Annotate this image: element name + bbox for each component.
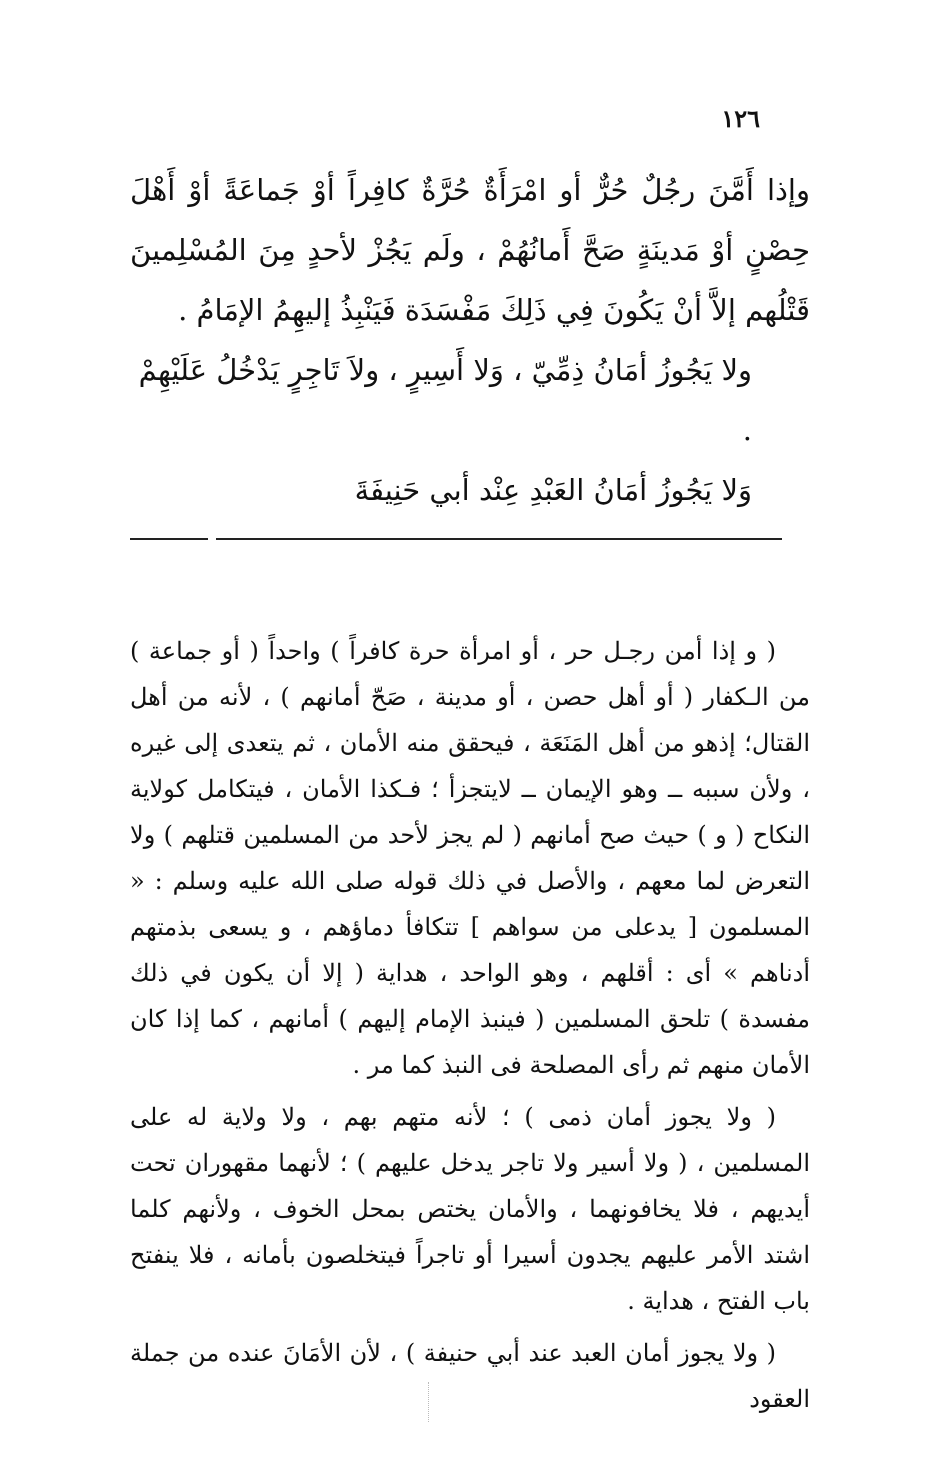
matn-paragraph-3: وَلا يَجُوزُ أمَانُ العَبْدِ عِنْد أبي حَنِيفَةَ [354,473,752,507]
commentary-block [130,628,810,1428]
section-divider [130,538,782,540]
scan-artifact [428,1382,433,1422]
commentary-paragraph-3: ( ولا يجوز أمان العبد عند أبي حنيفة ) ، لأن الأمَانَ عنده من جملة العقود [130,1339,810,1413]
main-text-block [130,160,810,520]
page-number: ١٢٦ [721,104,760,133]
divider-break [208,536,216,542]
matn-paragraph-1: وإذا أَمَّنَ رجُلٌ حُرٌّ أو امْرَأَةٌ حُرَّةٌ كافِراً أوْ جَماعَةً أوْ أَهْلَ حِصْنٍ أوْ مَدينَةٍ صَحَّ أَمانُهُمْ ، ولَم يَجُزْ لأحدٍ مِنَ المُسْلِمينَ قَتْلُهم إلاَّ أنْ يَكُونَ فِي ذَلِكَ مَفْسَدَة فَيَنْبِذُ إليهِمُ الإمَامُ . [130,173,810,327]
commentary-paragraph-1: ( و إذا أمن رجـل حر ، أو امرأة حرة كافراً ) واحداً ( أو جماعة ) من الـكفار ( أو أهل حصن ، أو مدينة ، صَحّ أمانهم ) ، لأنه من أهل القتال؛ إذهو من أهل المَنَعَة ، فيحقق منه الأمان ، ثم يتعدى إلى غيره ، ولأن سببه ــ وهو الإيمان ــ لايتجزأ ؛ فـكذا الأمان ، فيتكامل كولاية النكاح ( و ) حيث صح أمانهم ( لم يجز لأحد من المسلمين قتلهم ) ولا التعرض لما معهم ، والأصل في ذلك قوله صلى الله عليه وسلم : « المسلمون [ يدعلى من سواهم ] تتكافأ دماؤهم ، و يسعى بذمتهم أدناهم » أى : أقلهم ، وهو الواحد ، هداية ( إلا أن يكون في ذلك مفسدة ) تلحق المسلمين ( فينبذ الإمام إليهم ) أمانهم ، كما إذا كان الأمان منهم ثم رأى المصلحة فى النبذ كما مر . [130,637,810,1079]
commentary-paragraph-2: ( ولا يجوز أمان ذمى ) ؛ لأنه متهم بهم ، ولا ولاية له على المسلمين ، ( ولا أسير ولا تاجر يدخل عليهم ) ؛ لأنهما مقهوران تحت أيديهم ، فلا يخافونهما ، والأمان يختص بمحل الخوف ، ولأنهم كلما اشتد الأمر عليهم يجدون أسيرا أو تاجراً فيتخلصون بأمانه ، فلا ينفتح باب الفتح ، هداية . [130,1103,810,1315]
matn-paragraph-2: ولا يَجُوزُ أمَانُ ذِمِّيّ ، وَلا أَسِيرٍ ، ولاَ تَاجِرٍ يَدْخُلُ عَلَيْهِمْ . [138,353,752,447]
